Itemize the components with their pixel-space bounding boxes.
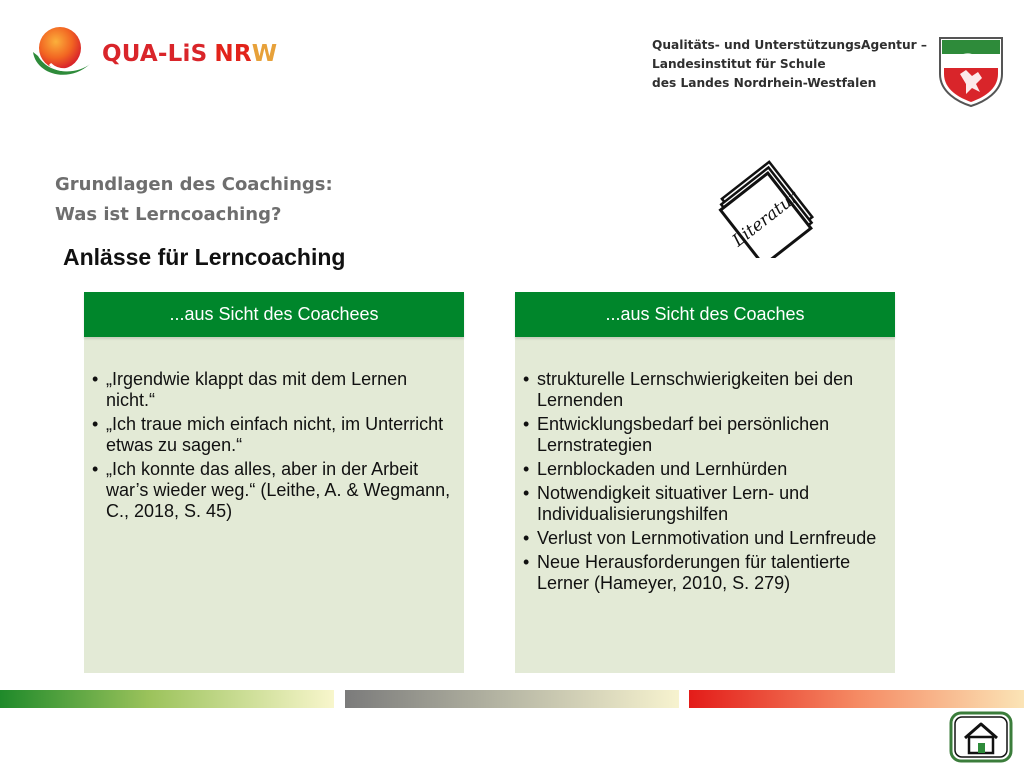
column-coach-header: ...aus Sicht des Coaches: [515, 292, 895, 337]
agency-line-2: Landesinstitut für Schule: [652, 57, 826, 71]
list-item: • strukturelle Lernschwierigkeiten bei den Lernenden: [523, 369, 885, 411]
page-title: [55, 170, 333, 230]
list-item: • Notwendigkeit situativer Lern- und Individualisierungshilfen: [523, 483, 885, 525]
column-coachee-list: [92, 369, 454, 522]
list-item: • Verlust von Lernmotivation und Lernfreude: [523, 528, 885, 549]
list-item: • „Ich konnte das alles, aber in der Arbeit war’s wieder weg.“ (Leithe, A. & Wegmann, C., 2018, S. 45): [92, 459, 454, 522]
literature-icon-text: Literatur: [728, 187, 803, 251]
list-item: • „Ich traue mich einfach nicht, im Unterricht etwas zu sagen.“: [92, 414, 454, 456]
list-item: • „Irgendwie klappt das mit dem Lernen nicht.“: [92, 369, 454, 411]
footer-bar-gray: [345, 690, 679, 708]
list-item: • Lernblockaden und Lernhürden: [523, 459, 885, 480]
footer-bar-green: [0, 690, 334, 708]
list-item: • Neue Herausforderungen für talentierte Lerner (Hameyer, 2010, S. 279): [523, 552, 885, 594]
home-button[interactable]: [948, 710, 1014, 764]
agency-name: [652, 36, 927, 93]
crest-icon: [936, 34, 1006, 108]
page-title-line-1: Grundlagen des Coachings:: [55, 174, 333, 195]
logo-text-nr: NR: [214, 41, 252, 67]
list-item: • Entwicklungsbedarf bei persönlichen Lernstrategien: [523, 414, 885, 456]
section-title: Anlässe für Lerncoaching: [63, 244, 346, 270]
page-title-line-2: Was ist Lerncoaching?: [55, 204, 282, 225]
logo-text-qualis: QUA-LiS: [102, 41, 208, 67]
literature-icon: [712, 150, 816, 258]
agency-line-1: Qualitäts- und UnterstützungsAgentur –: [652, 38, 927, 52]
qualis-logo: [28, 22, 277, 86]
column-coachee-header: ...aus Sicht des Coachees: [84, 292, 464, 337]
logo-text-w: W: [251, 41, 278, 67]
agency-line-3: des Landes Nordrhein-Westfalen: [652, 76, 877, 90]
column-coachee: [84, 292, 464, 673]
footer-bar-red: [689, 690, 1024, 708]
column-coach: [515, 292, 895, 673]
column-coach-list: [523, 369, 885, 594]
qualis-logo-icon: [28, 22, 96, 86]
